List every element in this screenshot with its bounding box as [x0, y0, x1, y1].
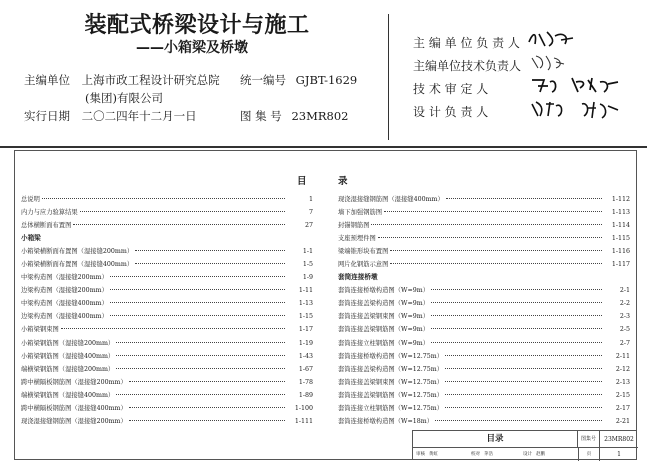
toc-entry-page: 1-67 [298, 365, 313, 373]
title-block [412, 430, 637, 460]
toc-entry-title: 中梁构造图（湿接缝400mm） [21, 300, 108, 308]
reviewer-name: 黄虹 [429, 452, 438, 457]
date-value: 二〇二四年十二月一日 [81, 109, 197, 123]
atlas-title: 装配式桥梁设计与施工 [84, 13, 310, 38]
toc-entry[interactable] [338, 258, 630, 271]
signature-review-icon [528, 74, 628, 96]
toc-entry-page: 1-117 [611, 261, 630, 269]
toc-leader-dots [110, 302, 285, 303]
toc-entry-page: 1-15 [298, 313, 313, 321]
toc-entry[interactable] [21, 310, 313, 323]
signature-chief-icon [525, 28, 577, 50]
toc-entry-page: 1-113 [611, 209, 630, 217]
toc-entry-title: 套筒连接盖梁钢筋图（W=9m） [338, 326, 429, 334]
toc-entry-page: 1-114 [611, 222, 630, 230]
toc-entry[interactable] [338, 206, 630, 219]
toc-leader-dots [129, 381, 285, 382]
toc-entry[interactable] [338, 402, 630, 415]
code-row [240, 72, 357, 88]
toc-entry-title: 套筒连接盖梁构造图（W=9m） [338, 300, 429, 308]
toc-sheet [14, 150, 637, 460]
toc-entry-page: 1-115 [611, 235, 630, 243]
title-block-atlas-value: 23MR802 [604, 436, 634, 443]
toc-entry[interactable] [21, 258, 313, 271]
toc-entry-title: 套筒连接盖梁构造图（W=12.75m） [338, 365, 444, 373]
toc-entry[interactable] [338, 310, 630, 323]
toc-leader-dots [445, 394, 602, 395]
design-label: 设计 [523, 452, 532, 457]
toc-right-column [338, 193, 630, 428]
org-row [24, 72, 220, 88]
toc-entry-title: 封锚钢筋图 [338, 222, 370, 230]
toc-entry-title: 套筒连接桥墩构造图（W=9m） [338, 287, 429, 295]
toc-entry-title: 小箱梁钢束图 [21, 326, 59, 334]
toc-left-column [21, 193, 313, 428]
toc-heading-left: 目 [297, 176, 307, 187]
signature-tech-chief-icon [528, 52, 568, 72]
toc-entry-title: 跨中横隔板钢筋图（湿接缝200mm） [21, 378, 127, 386]
toc-leader-dots [110, 289, 285, 290]
toc-entry-page: 2-3 [619, 313, 630, 321]
toc-entry[interactable] [21, 219, 313, 232]
toc-heading-right: 录 [338, 176, 348, 187]
toc-entry-title: 小箱梁钢筋图（湿接缝400mm） [21, 352, 115, 360]
toc-leader-dots [445, 381, 602, 382]
toc-entry[interactable] [338, 323, 630, 336]
toc-leader-dots [80, 211, 285, 212]
responsible-row [413, 80, 541, 97]
org-name-2: (集团)有限公司 [85, 91, 163, 105]
review-label: 审核 [416, 452, 425, 457]
toc-entry[interactable] [21, 297, 313, 310]
toc-entry-page: 27 [304, 222, 313, 230]
toc-entry[interactable] [338, 415, 630, 428]
org-label: 主编单位 [24, 73, 70, 87]
toc-entry-page: 1-9 [302, 274, 313, 282]
title-block-atlas-label: 图集号 [578, 431, 600, 448]
toc-entry[interactable] [21, 206, 313, 219]
toc-entry[interactable] [21, 337, 313, 350]
responsible-row [413, 57, 541, 74]
code-value: GJBT-1629 [295, 73, 358, 87]
toc-entry[interactable] [338, 193, 630, 206]
toc-leader-dots [431, 289, 602, 290]
toc-entry-title: 现浇湿接缝钢筋图（湿接缝400mm） [338, 196, 444, 203]
toc-leader-dots [116, 355, 285, 356]
header-divider [388, 14, 389, 140]
toc-entry[interactable] [21, 271, 313, 284]
toc-entry[interactable] [21, 402, 313, 415]
toc-leader-dots [116, 342, 285, 343]
toc-entry-page: 1-17 [298, 326, 313, 334]
toc-entry-title: 支座预埋件图 [338, 235, 376, 243]
toc-entry-title: 中梁构造图（湿接缝200mm） [21, 274, 108, 282]
toc-leader-dots [110, 315, 285, 316]
toc-entry-title: 总体横断面布置图 [21, 222, 72, 230]
date-label: 实行日期 [24, 109, 70, 123]
toc-entry[interactable] [338, 284, 630, 297]
toc-leader-dots [110, 276, 285, 277]
toc-entry-title: 总说明 [21, 196, 40, 203]
toc-entry[interactable] [338, 350, 630, 363]
toc-entry-page: 2-15 [615, 391, 630, 399]
page-value: 1 [617, 451, 621, 458]
toc-entry-title: 跨中横隔板钢筋图（湿接缝400mm） [21, 404, 127, 412]
toc-entry-title: 小箱梁横断面布置图（湿接缝400mm） [21, 261, 134, 269]
toc-entry[interactable] [338, 363, 630, 376]
toc-entry-page: 1-43 [298, 352, 313, 360]
toc-entry-title: 墙下加强钢筋图 [338, 209, 383, 217]
code-label: 统一编号 [240, 73, 286, 87]
toc-entry-title: 套筒连接盖梁钢束图（W=12.75m） [338, 378, 444, 386]
toc-entry[interactable] [338, 245, 630, 258]
toc-entry-page: 1-78 [298, 378, 313, 386]
toc-entry-page: 1-13 [298, 300, 313, 308]
responsible-role: 主编单位技术负责人 [413, 59, 522, 73]
toc-leader-dots [431, 315, 602, 316]
org-name: 上海市政工程设计研究总院 [81, 73, 220, 87]
toc-entry-page: 1-116 [611, 248, 630, 256]
toc-leader-dots [431, 342, 602, 343]
header-rule [0, 146, 647, 148]
toc-entry[interactable] [338, 376, 630, 389]
toc-entry-title: 梁端锥形块布置图 [338, 248, 389, 256]
toc-entry-title: 小箱梁钢筋图（湿接缝200mm） [21, 339, 115, 347]
check-label: 校对 [471, 452, 480, 457]
toc-entry-title: 内力与应力验算结果 [21, 209, 78, 217]
checker-name: 茅浩 [484, 452, 493, 457]
org-row-2 [85, 90, 163, 106]
cover-header [0, 0, 647, 148]
toc-entry-page: 2-17 [615, 404, 630, 412]
toc-entry-title: 套筒连接盖梁钢筋图（W=12.75m） [338, 391, 444, 399]
toc-entry[interactable] [21, 389, 313, 402]
toc-entry[interactable] [21, 350, 313, 363]
toc-entry-title: 网片化钢筋示意图 [338, 261, 389, 269]
toc-entry-page: 1-11 [298, 287, 313, 295]
toc-entry-title: 套筒连接桥墩构造图（W=12.75m） [338, 352, 444, 360]
toc-leader-dots [61, 328, 285, 329]
toc-entry[interactable] [21, 323, 313, 336]
toc-entry-page: 2-12 [615, 365, 630, 373]
toc-leader-dots [378, 237, 602, 238]
toc-entry[interactable] [338, 219, 630, 232]
toc-entry[interactable] [21, 415, 313, 428]
toc-entry[interactable] [338, 232, 630, 245]
toc-entry-page: 2-1 [619, 287, 630, 295]
toc-entry-page: 2-21 [615, 417, 630, 425]
toc-entry[interactable] [21, 363, 313, 376]
toc-leader-dots [73, 224, 285, 225]
atlas-label: 图 集 号 [240, 109, 282, 123]
toc-entry-page: 2-13 [615, 378, 630, 386]
toc-entry-title: 端横梁钢筋图（湿接缝400mm） [21, 391, 115, 399]
toc-entry-page: 7 [308, 209, 313, 217]
toc-entry-title: 套筒连接立柱钢筋图（W=9m） [338, 339, 429, 347]
toc-entry-page: 1-89 [298, 391, 313, 399]
toc-entry-page: 2-11 [615, 352, 630, 360]
date-row [24, 108, 197, 124]
toc-leader-dots [431, 328, 602, 329]
toc-entry-title: 套筒连接桥墩 [338, 273, 378, 282]
toc-entry-page: 1 [308, 196, 313, 203]
toc-entry[interactable] [338, 337, 630, 350]
toc-entry[interactable] [21, 376, 313, 389]
toc-entry[interactable] [21, 193, 313, 206]
toc-entry-title: 小箱梁横断面布置图（湿接缝200mm） [21, 248, 134, 256]
toc-leader-dots [390, 250, 602, 251]
toc-leader-dots [445, 355, 602, 356]
toc-entry[interactable] [338, 389, 630, 402]
toc-entry-page: 2-7 [619, 339, 630, 347]
page-label: 页 [578, 448, 600, 461]
designer-name: 赵鹏 [536, 452, 545, 457]
toc-leader-dots [116, 394, 285, 395]
toc-entry[interactable] [21, 284, 313, 297]
toc-leader-dots [446, 198, 602, 199]
toc-entry-title: 套筒连接桥墩构造图（W=18m） [338, 417, 433, 425]
toc-entry-title: 小箱梁 [21, 234, 41, 243]
responsible-role: 设 计 负 责 人 [413, 105, 489, 119]
toc-entry-title: 边梁构造图（湿接缝200mm） [21, 287, 108, 295]
toc-leader-dots [129, 407, 285, 408]
responsible-role: 技 术 审 定 人 [413, 82, 489, 96]
toc-entry-page: 2-5 [619, 326, 630, 334]
toc-leader-dots [116, 368, 285, 369]
toc-leader-dots [445, 407, 602, 408]
toc-leader-dots [135, 250, 285, 251]
toc-leader-dots [445, 368, 602, 369]
atlas-row [240, 108, 349, 124]
toc-entry[interactable] [338, 297, 630, 310]
toc-entry-page: 1-1 [302, 248, 313, 256]
toc-entry-title: 套筒连接立柱钢筋图（W=12.75m） [338, 404, 444, 412]
toc-leader-dots [135, 263, 285, 264]
toc-leader-dots [431, 302, 602, 303]
atlas-subtitle: ——小箱梁及桥墩 [136, 40, 248, 56]
toc-section-heading [21, 232, 313, 245]
toc-entry[interactable] [21, 245, 313, 258]
toc-leader-dots [42, 198, 285, 199]
toc-leader-dots [129, 420, 285, 421]
responsible-row [413, 103, 541, 120]
title-block-signoff [413, 448, 638, 461]
toc-entry-page: 1-111 [294, 417, 313, 425]
title-block-name: 目录 [413, 431, 578, 448]
responsible-row [413, 34, 541, 51]
toc-leader-dots [371, 224, 602, 225]
responsible-role: 主 编 单 位 负 责 人 [413, 36, 520, 50]
toc-entry-page: 1-19 [298, 339, 313, 347]
toc-leader-dots [435, 420, 602, 421]
toc-entry-title: 端横梁钢筋图（湿接缝200mm） [21, 365, 115, 373]
toc-leader-dots [384, 211, 602, 212]
signature-design-icon [528, 98, 628, 122]
toc-entry-title: 边梁构造图（湿接缝400mm） [21, 313, 108, 321]
toc-entry-title: 现浇湿接缝钢筋图（湿接缝200mm） [21, 417, 127, 425]
toc-entry-page: 1-100 [294, 404, 313, 412]
toc-entry-title: 套筒连接盖梁钢束图（W=9m） [338, 313, 429, 321]
toc-entry-page: 1-112 [611, 196, 630, 203]
atlas-value: 23MR802 [291, 109, 349, 123]
toc-entry-page: 1-5 [302, 261, 313, 269]
toc-entry-page: 2-2 [619, 300, 630, 308]
toc-section-heading [338, 271, 630, 284]
toc-leader-dots [390, 263, 602, 264]
